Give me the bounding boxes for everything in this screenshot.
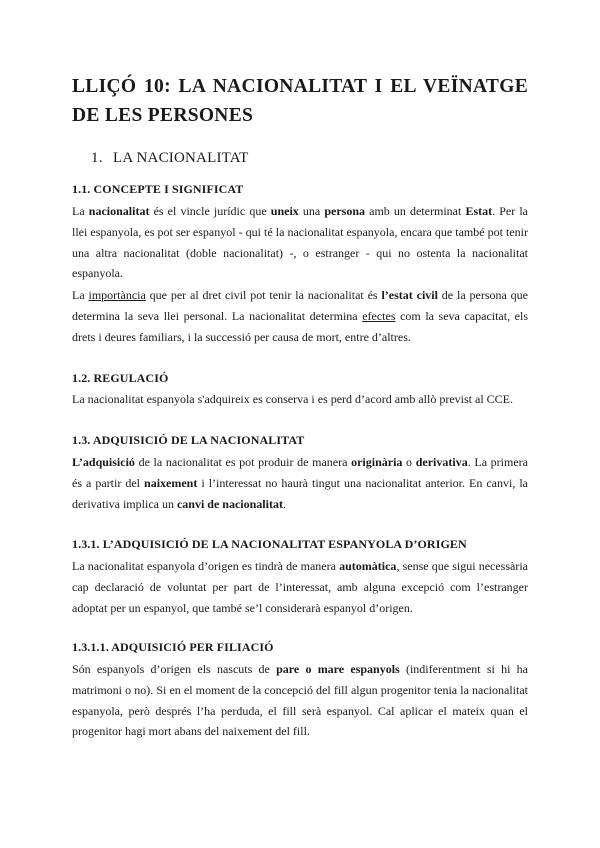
paragraph-origen	[72, 556, 528, 618]
paragraph-regulacio: La nacionalitat espanyola s'adquireix es conserva i es perd d’acord amb allò previst al CCE.	[72, 392, 514, 406]
heading-number: 1.	[91, 150, 103, 166]
bold-term: derivativa	[415, 455, 468, 469]
section-heading-origen: 1.3.1. L’ADQUISICIÓ DE LA NACIONALITAT ESPANYOLA D’ORIGEN	[72, 537, 467, 551]
text-run: (indiferentment si hi ha matrimoni o no). Si en el moment de la concepció del fill algun progenitor tenia la nacionalitat espanyola, però després l’ha perduda, el fill serà espanyol. Cal aplicar el mateix quan el progenitor hagi mort abans del naixement del fill.	[72, 662, 528, 739]
text-run: La nacionalitat espanyola d’origen es tindrà de manera	[72, 559, 340, 573]
bold-term: originària	[351, 455, 403, 469]
bold-term: persona	[324, 204, 366, 218]
text-run: . La primera és a partir del	[72, 455, 528, 490]
bold-term: nacionalitat	[88, 204, 150, 218]
section-heading-regulacio: 1.2. REGULACIÓ	[72, 371, 169, 385]
bold-term: automàtica	[339, 559, 397, 573]
paragraph-concepte-1	[72, 201, 528, 284]
heading-text: LA NACIONALITAT	[113, 150, 249, 166]
underlined-term: efectes	[362, 308, 396, 323]
bold-term: Estat	[465, 204, 493, 218]
text-run: . Per la llei espanyola, es pot ser espanyol - qui té la nacionalitat espanyola, encara que també pot tenir una altra nacionalitat (doble nacionalitat) -, o estranger - qui no ostenta la nacionalitat espanyola.	[72, 204, 529, 281]
text-run: o	[402, 455, 416, 469]
underlined-term: importància	[88, 288, 146, 302]
section-heading-adquisicio: 1.3. ADQUISICIÓ DE LA NACIONALITAT	[72, 433, 305, 447]
paragraph-concepte-2	[72, 285, 528, 347]
text-run: Són espanyols d’origen els nascuts de	[72, 662, 277, 676]
text-run: que per al dret civil pot tenir la nacionalitat és	[145, 288, 382, 302]
text-run: una	[298, 204, 325, 218]
text-run: amb un determinat	[365, 204, 466, 218]
text-run: La	[72, 204, 89, 218]
bold-term: l’estat civil	[381, 288, 438, 302]
bold-term: L’adquisició	[72, 455, 135, 469]
lesson-title: LLIÇÓ 10: LA NACIONALITAT I EL VEÏNATGE DE LES PERSONES	[72, 76, 528, 126]
text-run: La	[72, 288, 89, 302]
text-run: de la persona que determina la seva llei personal. La nacionalitat determina	[72, 288, 528, 323]
paragraph-filiacio	[72, 659, 528, 742]
paragraph-adquisicio	[72, 452, 528, 514]
bold-term: canvi de nacionalitat	[176, 496, 283, 511]
bold-term: naixement	[144, 475, 198, 490]
heading-nacionalitat	[91, 150, 249, 167]
bold-term: uneix	[270, 204, 299, 218]
text-run: és el vincle jurídic que	[149, 204, 271, 218]
section-heading-filiacio: 1.3.1.1. ADQUISICIÓ PER FILIACIÓ	[72, 640, 274, 654]
text-run: , sense que sigui necessària cap declaració de voluntat per part de l’interessat, amb alguna excepció com l’estranger adoptat per un espanyol, que també se’l considerarà espanyol d’origen.	[72, 559, 528, 615]
bold-term: pare o mare espanyols	[276, 662, 400, 676]
text-run: .	[282, 496, 286, 511]
text-run: de la nacionalitat es pot produir de manera	[134, 455, 352, 469]
section-heading-concepte: 1.1. CONCEPTE I SIGNIFICAT	[72, 182, 244, 196]
text-run: i l’interessat no haurà tingut una nacionalitat anterior. En canvi, la derivativa implica un	[72, 475, 529, 511]
text-run: com la seva capacitat, els drets i deures familiars, i la successió per causa de mort, entre d’altres.	[72, 308, 529, 344]
